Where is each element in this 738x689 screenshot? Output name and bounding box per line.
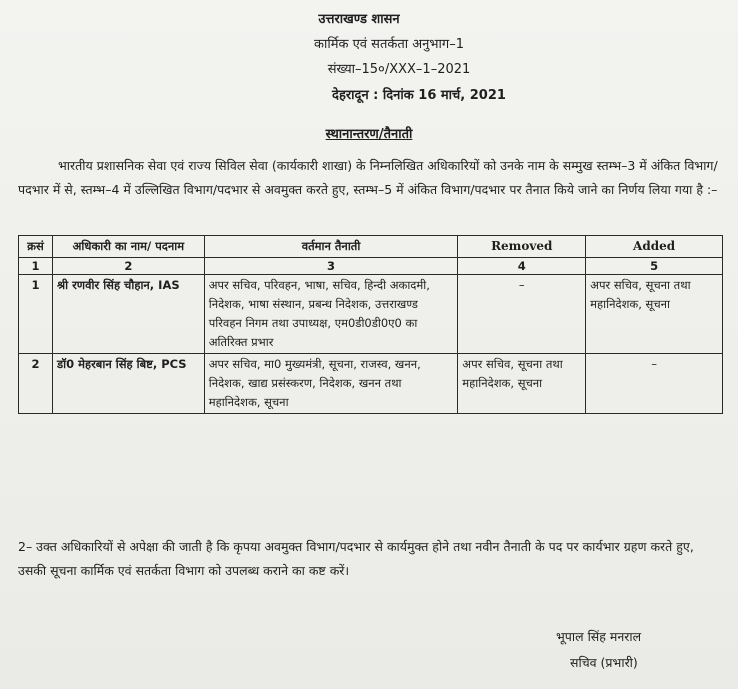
row-serial: 1 <box>19 275 53 354</box>
col-number: 2 <box>52 258 204 275</box>
current-posting: अपर सचिव, परिवहन, भाषा, सचिव, हिन्दी अकादमी, निदेशक, भाषा संस्थान, प्रबन्ध निदेशक, उत्तराखण्ड परिवहन निगम तथा उपाध्यक्ष, एम0डी0डी0ए0 का अतिरिक्त प्रभार <box>204 275 458 354</box>
col-number: 3 <box>204 258 458 275</box>
department-section: कार्मिक एवं सतर्कता अनुभाग–1 <box>314 37 464 52</box>
col-number: 5 <box>586 258 723 275</box>
removed-charge: अपर सचिव, सूचना तथा महानिदेशक, सूचना <box>458 354 586 414</box>
table-row <box>19 354 723 414</box>
removed-charge: – <box>458 275 586 354</box>
government-name: उत्तराखण्ड शासन <box>318 12 400 27</box>
subject-heading: स्थानान्तरण/तैनाती <box>325 127 413 142</box>
row-serial: 2 <box>19 354 53 414</box>
table-row <box>19 275 723 354</box>
transfer-table <box>18 235 723 414</box>
added-charge: अपर सचिव, सूचना तथा महानिदेशक, सूचना <box>586 275 723 354</box>
officer-name: डॉ0 मेहरबान सिंह बिष्ट, PCS <box>52 354 204 414</box>
col-number: 4 <box>458 258 586 275</box>
place-date: देहरादून : दिनांक 16 मार्च, 2021 <box>332 88 506 103</box>
current-posting: अपर सचिव, मा0 मुख्यमंत्री, सूचना, राजस्व, खनन, निदेशक, खाद्य प्रसंस्करण, निदेशक, खनन तथा महानिदेशक, सूचना <box>204 354 458 414</box>
signatory-name: भूपाल सिंह मनराल <box>556 629 642 644</box>
col-header-added: Added <box>586 236 723 258</box>
col-header-current: वर्तमान तैनाती <box>204 236 458 258</box>
col-header-removed: Removed <box>458 236 586 258</box>
table-header-row <box>19 236 723 258</box>
added-charge: – <box>586 354 723 414</box>
instruction-paragraph: 2– उक्त अधिकारियों से अपेक्षा की जाती है कि कृपया अवमुक्त विभाग/पदभार से कार्यमुक्त होने तथा नवीन तैनाती के पद पर कार्यभार ग्रहण करते हुए, उसकी सूचना कार्मिक एवं सतर्कता विभाग को उपलब्ध कराने का कष्ट करें। <box>18 539 694 578</box>
col-header-name: अधिकारी का नाम/ पदनाम <box>52 236 204 258</box>
col-header-sn: क्रसं <box>19 236 53 258</box>
order-number: संख्या–15०/XXX–1–2021 <box>327 62 471 77</box>
col-number: 1 <box>19 258 53 275</box>
column-number-row <box>19 258 723 275</box>
officer-name: श्री रणवीर सिंह चौहान, IAS <box>52 275 204 354</box>
signatory-designation: सचिव (प्रभारी) <box>570 655 638 670</box>
intro-paragraph: भारतीय प्रशासनिक सेवा एवं राज्य सिविल सेवा (कार्यकारी शाखा) के निम्नलिखित अधिकारियों को उनके नाम के सम्मुख स्तम्भ–3 में अंकित विभाग/पदभार में से, स्तम्भ–4 में उल्लिखित विभाग/पदभार से अवमुक्त करते हुए, स्तम्भ–5 में अंकित विभाग/पदभार पर तैनात किये जाने का निर्णय लिया गया है :– <box>18 158 718 197</box>
